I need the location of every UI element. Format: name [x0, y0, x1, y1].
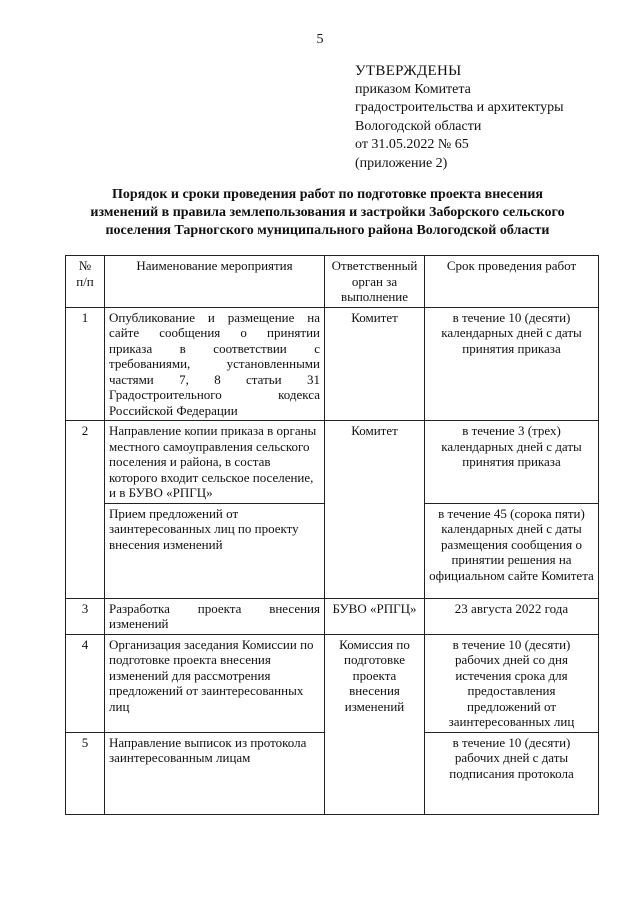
row-num: 4 — [66, 634, 105, 732]
header-event: Наименование мероприятия — [105, 256, 325, 308]
approval-line: Вологодской области — [355, 118, 482, 134]
title-line: Порядок и сроки проведения работ по подготовке проекта внесения — [112, 187, 543, 202]
row-event: Разработка проекта внесения изменений — [105, 598, 325, 634]
page-number: 5 — [316, 32, 324, 47]
row-term: в течение 10 (десяти) календарных дней с даты принятия приказа — [425, 307, 599, 421]
row-org — [325, 732, 425, 814]
row-event: Опубликование и размещение на сайте сообщения о принятии приказа в соответствии с требованиями, установленными частями 7, 8 статьи 31 Градостроительного кодекса Российской Федерации — [105, 307, 325, 421]
row-num: 3 — [66, 598, 105, 634]
table-row — [66, 307, 599, 421]
row-event: Прием предложений от заинтересованных лиц по проекту внесения изменений — [105, 503, 325, 598]
schedule-table — [65, 255, 599, 815]
approval-line: градостроительства и архитектуры — [355, 100, 564, 115]
title-line: поселения Тарногского муниципального района Вологодской области — [105, 223, 550, 238]
table-row — [66, 503, 599, 598]
document-title — [55, 186, 600, 240]
row-term: 23 августа 2022 года — [425, 598, 599, 634]
row-num: 2 — [66, 421, 105, 504]
row-event: Направление копии приказа в органы местного самоуправления сельского поселения и района, в состав которого входит сельское поселение, и в БУВО «РПГЦ» — [105, 421, 325, 504]
table-row — [66, 634, 599, 732]
table-row — [66, 732, 599, 814]
row-org: Комиссия по подготовке проекта внесения изменений — [325, 634, 425, 732]
row-term: в течение 10 (десяти) рабочих дней со дня истечения срока для предоставления предложений от заинтересованных лиц — [425, 634, 599, 732]
row-org — [325, 503, 425, 598]
row-org: Комитет — [325, 421, 425, 504]
table-row — [66, 598, 599, 634]
approval-date: от 31.05.2022 № 65 — [355, 137, 469, 152]
row-term: в течение 10 (десяти) рабочих дней с даты подписания протокола — [425, 732, 599, 814]
header-num: № п/п — [66, 256, 105, 308]
approval-line: приказом Комитета — [355, 81, 471, 97]
table-row — [66, 421, 599, 504]
approval-heading: УТВЕРЖДЕНЫ — [355, 63, 462, 79]
row-num: 5 — [66, 732, 105, 814]
table-header-row — [66, 256, 599, 308]
row-event: Организация заседания Комиссии по подготовке проекта внесения изменений для рассмотрения предложений от заинтересованных лиц — [105, 634, 325, 732]
title-line: изменений в правила землепользования и застройки Заборского сельского — [90, 205, 565, 220]
row-term: в течение 3 (трех) календарных дней с даты принятия приказа — [425, 421, 599, 504]
header-term: Срок проведения работ — [425, 256, 599, 308]
approval-appendix: (приложение 2) — [355, 155, 448, 171]
header-org: Ответственный орган за выполнение — [325, 256, 425, 308]
approval-block — [355, 62, 564, 173]
row-org: БУВО «РПГЦ» — [325, 598, 425, 634]
row-event: Направление выписок из протокола заинтересованным лицам — [105, 732, 325, 814]
row-num: 1 — [66, 307, 105, 421]
row-term: в течение 45 (сорока пяти) календарных дней с даты размещения сообщения о принятии решения на официальном сайте Комитета — [425, 503, 599, 598]
row-num — [66, 503, 105, 598]
row-org: Комитет — [325, 307, 425, 421]
